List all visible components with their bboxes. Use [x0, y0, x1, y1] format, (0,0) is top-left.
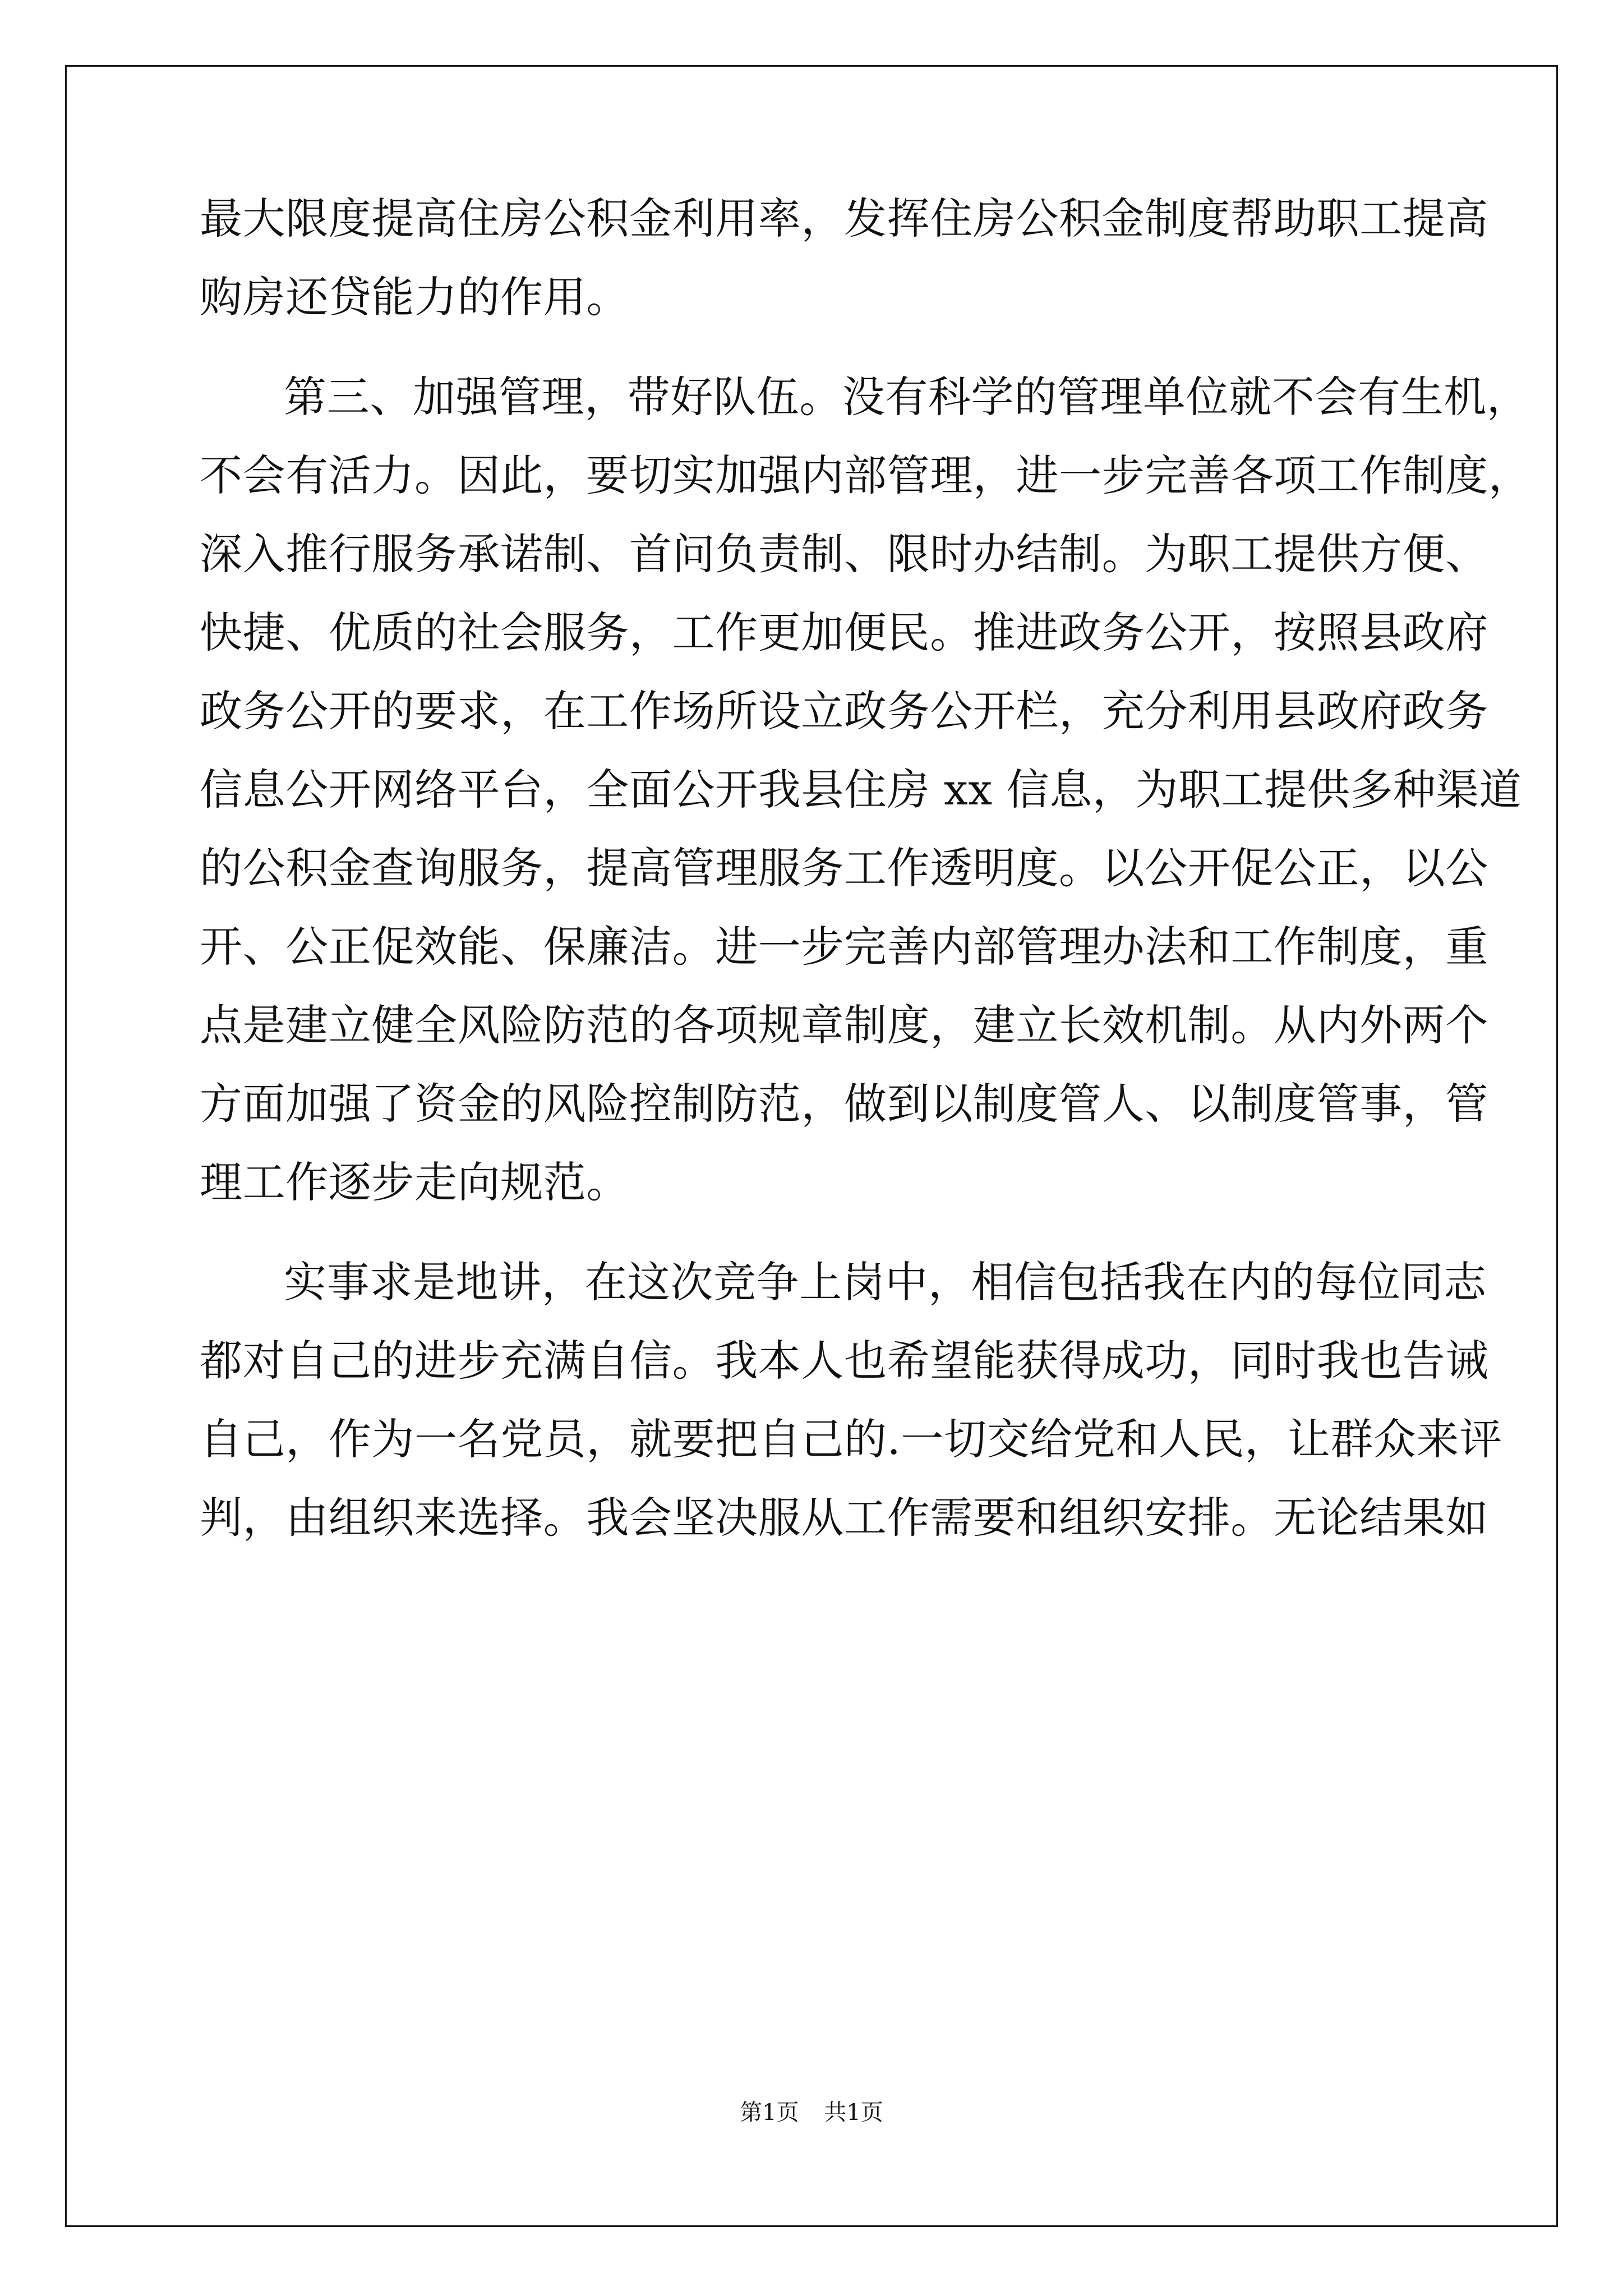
- text-line: 信息公开网络平台，全面公开我县住房 xx 信息，为职工提供多种渠道: [200, 765, 1522, 815]
- text-line: 都对自己的进步充满自信。我本人也希望能获得成功，同时我也告诫: [200, 1336, 1488, 1386]
- text-line: 深入推行服务承诺制、首问负责制、限时办结制。为职工提供方便、: [200, 529, 1488, 579]
- paragraph-start-line: 第三、加强管理，带好队伍。没有科学的管理单位就不会有生机，: [284, 372, 1530, 422]
- text-line: 快捷、优质的社会服务，工作更加便民。推进政务公开，按照县政府: [200, 608, 1488, 657]
- text-line: 开、公正促效能、保廉洁。进一步完善内部管理办法和工作制度，重: [200, 922, 1488, 972]
- page-number-total: 共1页: [824, 2100, 883, 2125]
- text-line: 判，由组织来选择。我会坚决服从工作需要和组织安排。无论结果如: [200, 1493, 1488, 1543]
- page-number-current: 第1页: [740, 2100, 799, 2125]
- text-line: 的公积金查询服务，提高管理服务工作透明度。以公开促公正，以公: [200, 843, 1488, 893]
- text-line: 理工作逐步走向规范。: [200, 1157, 629, 1207]
- paragraph-start-line: 实事求是地讲，在这次竞争上岗中，相信包括我在内的每位同志: [284, 1257, 1487, 1307]
- text-line: 点是建立健全风险防范的各项规章制度，建立长效机制。从内外两个: [200, 1000, 1488, 1050]
- text-line: 自己，作为一名党员，就要把自己的.一切交给党和人民，让群众来评: [200, 1414, 1502, 1464]
- text-line: 政务公开的要求，在工作场所设立政务公开栏，充分利用县政府政务: [200, 686, 1488, 736]
- text-line: 不会有活力。因此，要切实加强内部管理，进一步完善各项工作制度，: [200, 450, 1532, 500]
- text-line: 方面加强了资金的风险控制防范，做到以制度管人、以制度管事，管: [200, 1079, 1488, 1129]
- text-line: 购房还贷能力的作用。: [200, 272, 629, 322]
- text-line: 最大限度提高住房公积金利用率，发挥住房公积金制度帮助职工提高: [200, 194, 1488, 243]
- page-footer: [0, 2095, 1623, 2127]
